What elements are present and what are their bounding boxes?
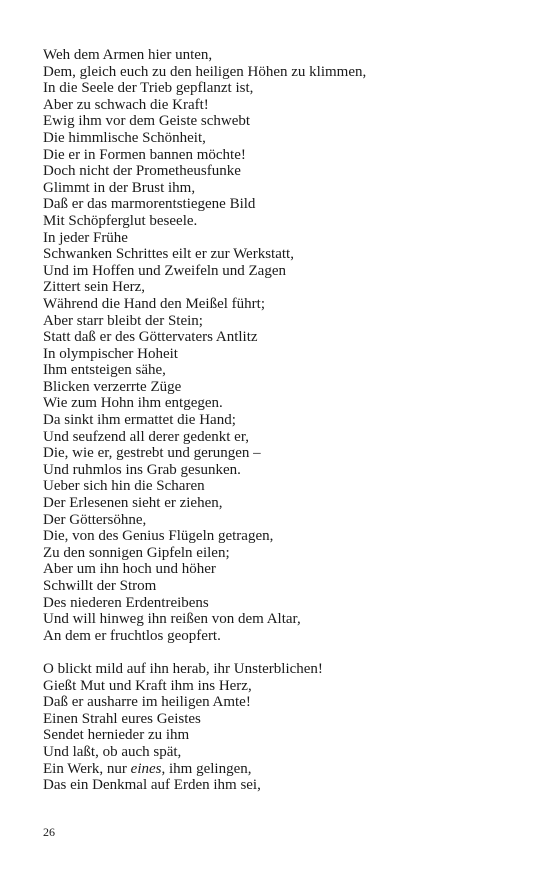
stanza-1 xyxy=(43,47,520,644)
poem-line: Ihm entsteigen sähe, xyxy=(43,362,166,379)
poem-line xyxy=(43,761,520,778)
poem-line: Gießt Mut und Kraft ihm ins Herz, xyxy=(43,677,252,694)
poem-line: Ueber sich hin die Scharen xyxy=(43,478,205,495)
poem-line: Sendet hernieder zu ihm xyxy=(43,727,190,744)
poem-line: In jeder Frühe xyxy=(43,229,128,246)
poem-line: In olympischer Hoheit xyxy=(43,345,178,362)
poem-line: Ewig ihm vor dem Geiste schwebt xyxy=(43,113,251,130)
poem-line: Der Erlesenen sieht er ziehen, xyxy=(43,495,223,512)
poem-line: Während die Hand den Meißel führt; xyxy=(43,295,266,312)
poem-line: Daß er ausharre im heiligen Amte! xyxy=(43,694,251,711)
line-text: Ein Werk, nur xyxy=(43,760,131,777)
poem-line: Aber um ihn hoch und höher xyxy=(43,561,216,578)
poem-line: Und im Hoffen und Zweifeln und Zagen xyxy=(43,262,286,279)
poem-line: Einen Strahl eures Geistes xyxy=(43,710,201,727)
poem-line: Zu den sonnigen Gipfeln eilen; xyxy=(43,544,230,561)
poem-line: Aber zu schwach die Kraft! xyxy=(43,96,209,113)
page-number: 26 xyxy=(43,825,55,839)
poem-line: Das ein Denkmal auf Erden ihm sei, xyxy=(43,777,261,794)
poem-line: Aber starr bleibt der Stein; xyxy=(43,312,203,329)
poem-line: Mit Schöpferglut beseele. xyxy=(43,212,198,229)
poem-line: In die Seele der Trieb gepflanzt ist, xyxy=(43,80,254,97)
poem-line: Und seufzend all derer gedenkt er, xyxy=(43,428,249,445)
poem-line: Schwanken Schrittes eilt er zur Werkstatt, xyxy=(43,246,294,263)
poem-line: Da sinkt ihm ermattet die Hand; xyxy=(43,412,236,429)
poem-line: Die himmlische Schönheit, xyxy=(43,129,206,146)
poem-line: Dem, gleich euch zu den heiligen Höhen zu klimmen, xyxy=(43,63,367,80)
poem-line: Des niederen Erdentreibens xyxy=(43,594,209,611)
stanza-2 xyxy=(43,661,520,794)
poem-text xyxy=(43,47,520,794)
poem-line: Weh dem Armen hier unten, xyxy=(43,47,213,63)
emphasized-word: eines xyxy=(130,760,162,777)
poem-line: Der Göttersöhne, xyxy=(43,511,147,528)
poem-line: O blickt mild auf ihn herab, ihr Unsterblichen! xyxy=(43,660,323,677)
poem-line: Wie zum Hohn ihm entgegen. xyxy=(43,395,223,412)
line-text: , ihm gelingen, xyxy=(161,760,252,777)
poem-line: Zittert sein Herz, xyxy=(43,279,146,296)
poem-line: Die, von des Genius Flügeln getragen, xyxy=(43,528,274,545)
poem-line: Daß er das marmorentstiegene Bild xyxy=(43,196,256,213)
poem-line: Statt daß er des Göttervaters Antlitz xyxy=(43,329,258,346)
poem-line: Glimmt in der Brust ihm, xyxy=(43,179,196,196)
poem-line: Die er in Formen bannen möchte! xyxy=(43,146,246,163)
poem-line: Die, wie er, gestrebt und gerungen – xyxy=(43,445,261,462)
poem-line: Und ruhmlos ins Grab gesunken. xyxy=(43,461,241,478)
poem-line: Schwillt der Strom xyxy=(43,578,157,594)
poem-line: An dem er fruchtlos geopfert. xyxy=(43,627,221,644)
poem-line: Doch nicht der Prometheusfunke xyxy=(43,163,241,180)
poem-line: Und will hinweg ihn reißen von dem Altar, xyxy=(43,611,301,628)
poem-line: Blicken verzerrte Züge xyxy=(43,378,182,395)
poem-line: Und laßt, ob auch spät, xyxy=(43,743,182,760)
